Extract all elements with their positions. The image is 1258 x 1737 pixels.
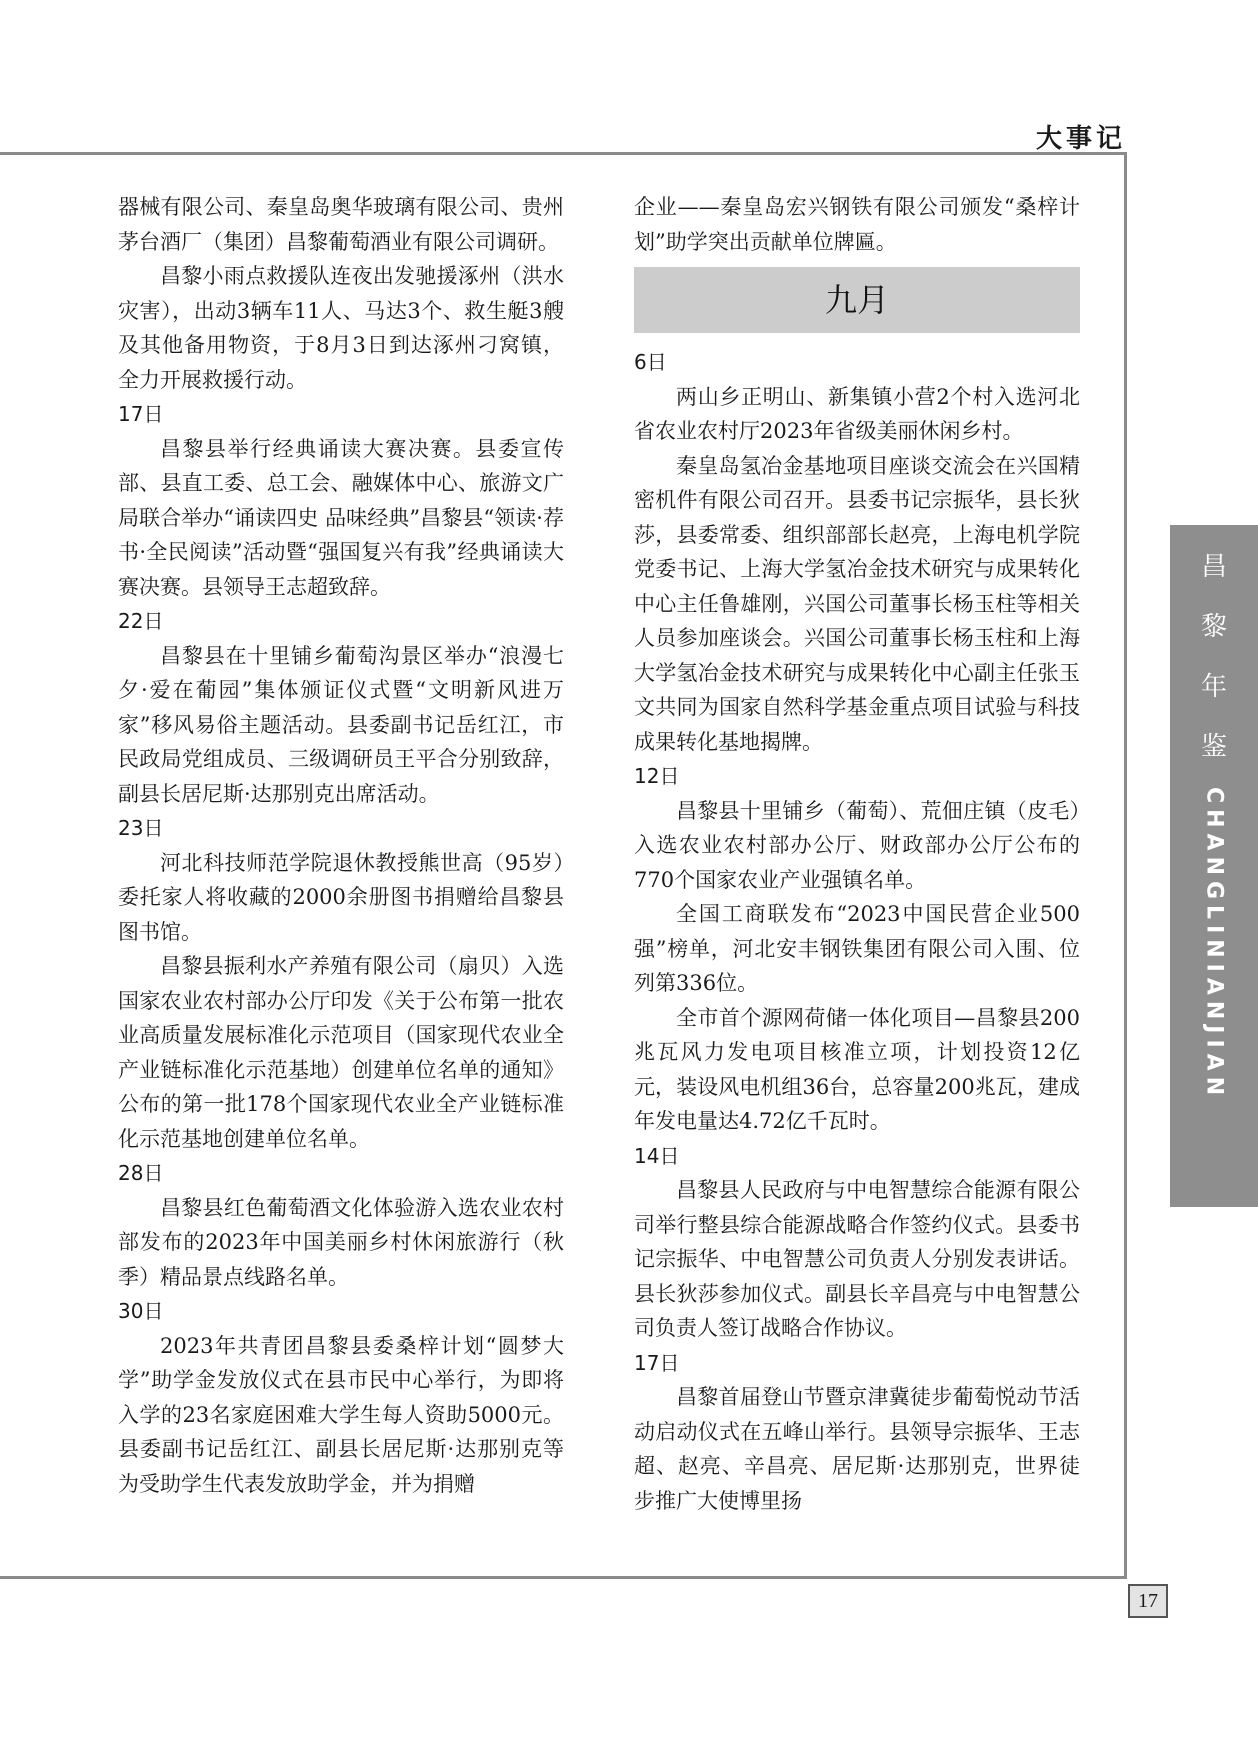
entry-paragraph: 秦皇岛氢冶金基地项目座谈交流会在兴国精密机件有限公司召开。县委书记宗振华，县长狄莎，县委常委、组织部部长赵亮，上海电机学院党委书记、上海大学氢冶金技术研究与成果转化中心主任鲁雄刚，兴国公司董事长杨玉柱等相关人员参加座谈会。兴国公司董事长杨玉柱和上海大学氢冶金技术研究与成果转化中心副主任张玉文共同为国家自然科学基金重点项目试验与科技成果转化基地揭牌。 — [634, 453, 1080, 754]
entry-date: 28日 — [118, 1161, 164, 1185]
entry-date: 6日 — [634, 350, 667, 374]
side-tab-char: 昌 — [1200, 552, 1227, 582]
side-tab-char: 年 — [1200, 672, 1227, 702]
entry-paragraph: 器械有限公司、秦皇岛奥华玻璃有限公司、贵州茅台酒厂（集团）昌黎葡萄酒业有限公司调研。 — [118, 195, 564, 254]
entry-date: 12日 — [634, 764, 680, 788]
entry-date: 14日 — [634, 1143, 680, 1168]
entry-paragraph: 昌黎县在十里铺乡葡萄沟景区举办“浪漫七夕·爱在葡园”集体颁证仪式暨“文明新风进万家”移风易俗主题活动。县委副书记岳红江，市民政局党组成员、三级调研员王平合分别致辞，副县长居尼斯·达那别克出席活动。 — [118, 643, 564, 806]
entry-date: 22日 — [118, 609, 164, 633]
entry-paragraph: 昌黎县十里铺乡（葡萄）、荒佃庄镇（皮毛）入选农业农村部办公厅、财政部办公厅公布的770个国家农业产业强镇名单。 — [634, 798, 1080, 892]
entry-date: 17日 — [118, 402, 164, 426]
month-heading: 九月 — [824, 280, 889, 319]
page-number: 17 — [1128, 1584, 1168, 1618]
right-column — [634, 190, 1080, 1518]
entry-paragraph: 河北科技师范学院退休教授熊世高（95岁）委托家人将收藏的2000余册图书捐赠给昌黎县图书馆。 — [118, 850, 564, 944]
entry-paragraph: 2023年共青团昌黎县委桑梓计划“圆梦大学”助学金发放仪式在县市民中心举行，为即将入学的23名家庭困难大学生每人资助5000元。县委副书记岳红江、副县长居尼斯·达那别克等为受助学生代表发放助学金，并为捐赠 — [118, 1333, 564, 1496]
entry-paragraph: 昌黎县举行经典诵读大赛决赛。县委宣传部、县直工委、总工会、融媒体中心、旅游文广局联合举办“诵读四史 品味经典”昌黎县“领读·荐书·全民阅读”活动暨“强国复兴有我”经典诵读大赛决赛。县领导王志超致辞。 — [118, 436, 564, 599]
right-column-entries — [634, 345, 1080, 1518]
entry-date: 17日 — [634, 1350, 680, 1375]
entry-paragraph: 两山乡正明山、新集镇小营2个村入选河北省农业农村厅2023年省级美丽休闲乡村。 — [634, 384, 1080, 443]
side-tab — [1170, 525, 1258, 1207]
entry-paragraph: 全市首个源网荷储一体化项目—昌黎县200兆瓦风力发电项目核准立项，计划投资12亿元，装设风电机组36台，总容量200兆瓦，建成年发电量达4.72亿千瓦时。 — [634, 1005, 1080, 1133]
continued-paragraph: 企业——秦皇岛宏兴钢铁有限公司颁发“桑梓计划”助学突出贡献单位牌匾。 — [634, 195, 1080, 254]
section-header-title: 大事记 — [1036, 124, 1127, 154]
entry-paragraph: 昌黎县人民政府与中电智慧综合能源有限公司举行整县综合能源战略合作签约仪式。县委书记宗振华、中电智慧公司负责人分别发表讲话。县长狄莎参加仪式。副县长辛昌亮与中电智慧公司负责人签订战略合作协议。 — [634, 1178, 1080, 1340]
entry-paragraph: 昌黎小雨点救援队连夜出发驰援涿州（洪水灾害），出动3辆车11人、马达3个、救生艇3艘及其他备用物资，于8月3日到达涿州刁窝镇，全力开展救援行动。 — [118, 264, 564, 392]
entry-paragraph: 昌黎县红色葡萄酒文化体验游入选农业农村部发布的2023年中国美丽乡村休闲旅游行（秋季）精品景点线路名单。 — [118, 1195, 564, 1289]
side-tab-latin: CHANGLINIANJIAN — [1201, 787, 1227, 1102]
side-tab-char: 鉴 — [1200, 732, 1227, 762]
entry-date: 23日 — [118, 816, 164, 840]
side-tab-char: 黎 — [1200, 612, 1227, 642]
entry-date: 30日 — [118, 1299, 164, 1323]
entry-paragraph: 全国工商联发布“2023中国民营企业500强”榜单，河北安丰钢铁集团有限公司入围、位列第336位。 — [634, 902, 1080, 995]
left-column — [118, 190, 564, 1501]
entry-paragraph: 昌黎县振利水产养殖有限公司（扇贝）入选国家农业农村部办公厅印发《关于公布第一批农业高质量发展标准化示范项目（国家现代农业全产业链标准化示范基地）创建单位名单的通知》公布的第一批178个国家现代农业全产业链标准化示范基地创建单位名单。 — [118, 954, 564, 1151]
month-heading-bar — [634, 267, 1080, 333]
entry-paragraph: 昌黎首届登山节暨京津冀徒步葡萄悦动节活动启动仪式在五峰山举行。县领导宗振华、王志超、赵亮、辛昌亮、居尼斯·达那别克，世界徒步推广大使博里扬 — [634, 1385, 1080, 1513]
side-tab-title — [1201, 537, 1227, 777]
